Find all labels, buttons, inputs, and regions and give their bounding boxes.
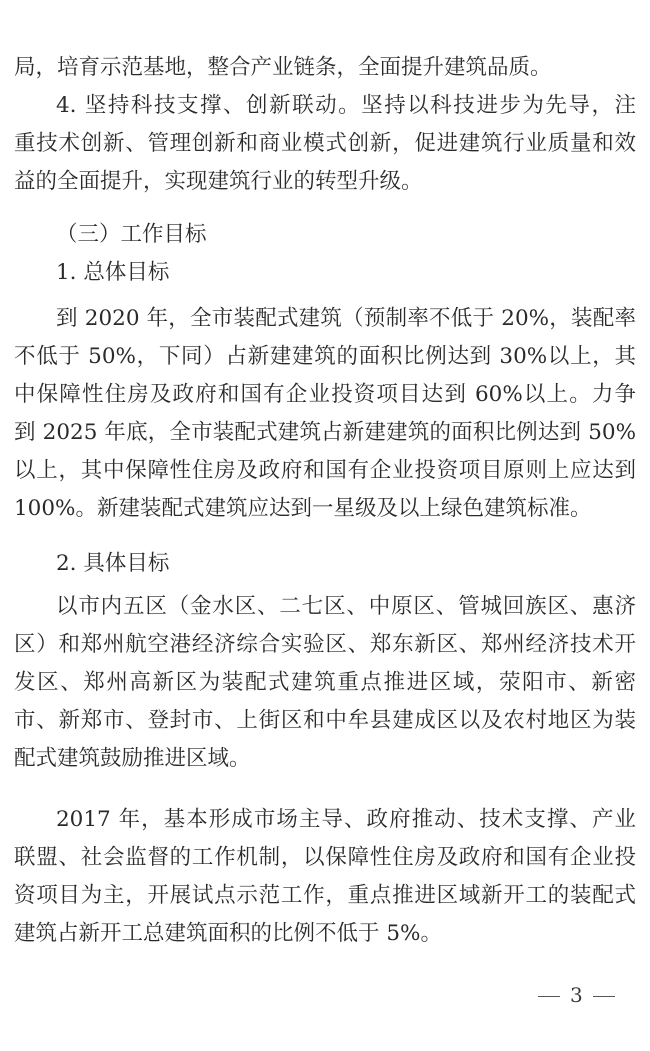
text-line: 4. 坚持科技支撑、创新联动。坚持以科技进步为先导，注 — [56, 93, 636, 118]
text-line: 配式建筑鼓励推进区域。 — [14, 746, 251, 771]
text-line: 市、新郑市、登封市、上街区和中牟县建成区以及农村地区为装 — [14, 708, 636, 733]
text-line: 到 2025 年底，全市装配式建筑占新建建筑的面积比例达到 50% — [14, 420, 636, 445]
page-number — [528, 980, 625, 1010]
text-line: 2017 年，基本形成市场主导、政府推动、技术支撑、产业 — [56, 807, 636, 832]
page-number-value: 3 — [570, 983, 583, 1007]
subsection-heading: 2. 具体目标 — [56, 551, 170, 576]
text-line: 以上，其中保障性住房及政府和国有企业投资项目原则上应达到 — [14, 458, 636, 483]
subsection-heading: 1. 总体目标 — [56, 260, 170, 285]
text-line: 到 2020 年，全市装配式建筑（预制率不低于 20%，装配率 — [56, 306, 636, 331]
dash-left — [538, 996, 560, 997]
text-line: 100%。新建装配式建筑应达到一星级及以上绿色建筑标准。 — [14, 496, 592, 521]
section-heading: （三）工作目标 — [56, 222, 207, 247]
text-line: 联盟、社会监督的工作机制，以保障性住房及政府和国有企业投 — [14, 845, 636, 870]
text-line: 发区、郑州高新区为装配式建筑重点推进区域，荥阳市、新密 — [14, 670, 636, 695]
dash-right — [593, 996, 615, 997]
text-line: 区）和郑州航空港经济综合实验区、郑东新区、郑州经济技术开 — [14, 632, 636, 657]
text-line: 资项目为主，开展试点示范工作，重点推进区域新开工的装配式 — [14, 883, 636, 908]
text-line: 中保障性住房及政府和国有企业投资项目达到 60%以上。力争 — [14, 382, 636, 407]
text-line: 重技术创新、管理创新和商业模式创新，促进建筑行业质量和效 — [14, 131, 636, 156]
text-line: 以市内五区（金水区、二七区、中原区、管城回族区、惠济 — [56, 594, 636, 619]
text-line: 局，培育示范基地，整合产业链条，全面提升建筑品质。 — [14, 55, 552, 80]
text-line: 益的全面提升，实现建筑行业的转型升级。 — [14, 169, 423, 194]
text-line: 建筑占新开工总建筑面积的比例不低于 5%。 — [14, 921, 442, 946]
text-line: 不低于 50%，下同）占新建建筑的面积比例达到 30%以上，其 — [14, 344, 636, 369]
